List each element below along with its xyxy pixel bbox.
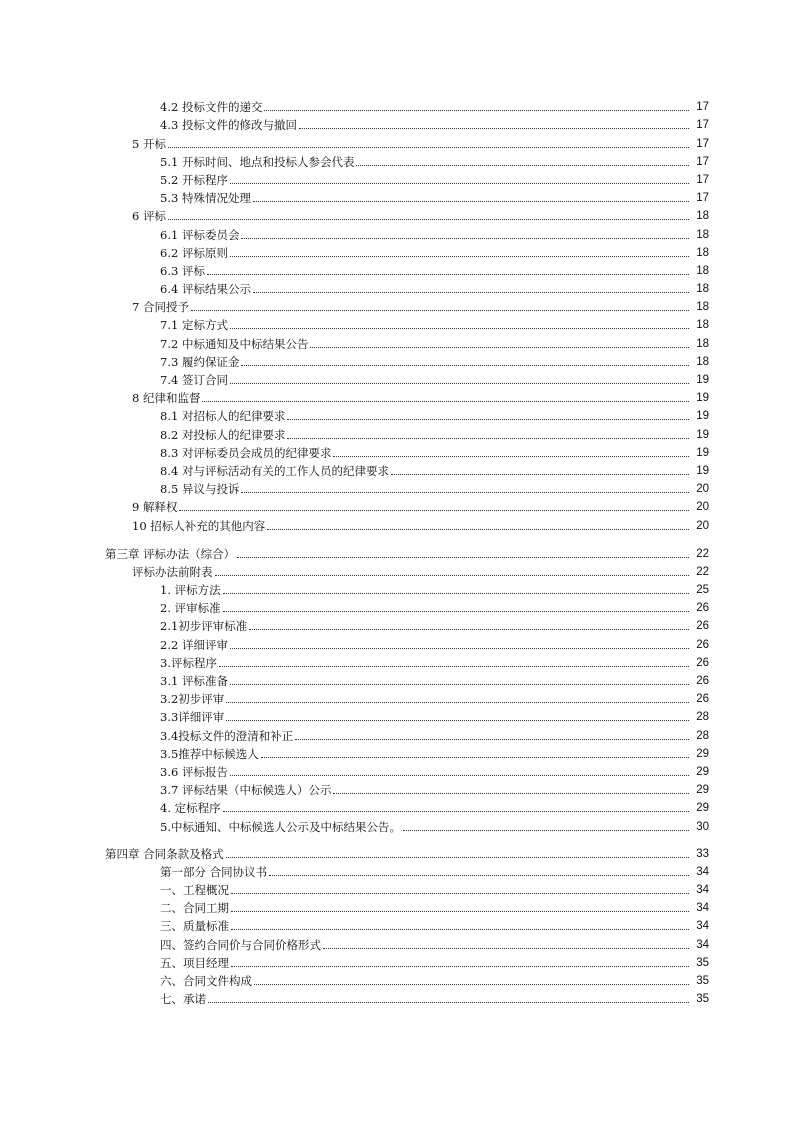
toc-entry[interactable] — [0, 114, 793, 132]
toc-entry[interactable] — [0, 688, 793, 706]
dot-leader — [230, 383, 689, 384]
dot-leader — [179, 510, 689, 511]
dot-leader — [295, 739, 689, 740]
toc-entry-label: 第三章 评标办法（综合） — [105, 546, 236, 561]
toc-entry-label: 8.5 异议与投诉 — [160, 482, 240, 497]
toc-entry[interactable] — [0, 205, 793, 223]
toc-entry-page-number: 19 — [696, 428, 709, 441]
dot-leader — [287, 438, 689, 439]
toc-entry-page-number: 29 — [696, 765, 709, 778]
toc-entry-page-number: 18 — [696, 283, 709, 296]
toc-entry-page-number: 19 — [696, 410, 709, 423]
dot-leader — [333, 793, 689, 794]
toc-entry[interactable] — [0, 442, 793, 460]
toc-entry-page-number: 19 — [696, 374, 709, 386]
toc-entry-label: 3.3详细评审 — [160, 710, 225, 725]
toc-entry[interactable] — [0, 260, 793, 278]
toc-entry[interactable] — [0, 96, 793, 114]
toc-entry-label: 3.1 评标准备 — [160, 674, 228, 688]
toc-entry-page-number: 29 — [696, 784, 709, 797]
toc-entry-label: 9 解释权 — [132, 500, 178, 515]
dot-leader — [391, 474, 689, 475]
toc-entry-page-number: 30 — [696, 820, 709, 833]
toc-entry-page-number: 20 — [696, 519, 709, 532]
toc-entry-label: 5.1 开标时间、地点和投标人参会代表 — [160, 154, 355, 169]
toc-entry[interactable] — [0, 633, 793, 651]
toc-entry[interactable] — [0, 897, 793, 915]
toc-entry-label: 6 评标 — [132, 209, 166, 224]
toc-entry-page-number: 18 — [696, 246, 709, 259]
toc-entry-label: 3.2初步评审 — [160, 692, 225, 707]
toc-entry-label: 评标办法前附表 — [132, 564, 213, 579]
toc-entry-page-number: 17 — [696, 155, 709, 168]
toc-entry-page-number: 35 — [696, 956, 709, 969]
toc-entry-page-number: 22 — [696, 547, 709, 560]
toc-entry-page-number: 18 — [696, 337, 709, 350]
toc-entry-label: 5.2 开标程序 — [160, 172, 228, 187]
toc-entry-label: 7.3 履约保证金 — [160, 354, 240, 369]
toc-entry[interactable] — [0, 242, 793, 260]
toc-entry-page-number: 29 — [696, 802, 709, 815]
toc-entry-page-number: 20 — [696, 501, 709, 514]
toc-entry-page-number: 17 — [696, 173, 709, 186]
dot-leader — [254, 984, 689, 985]
toc-entry-label: 2. 评审标准 — [160, 601, 221, 616]
dot-leader — [241, 238, 689, 239]
dot-leader — [168, 219, 689, 220]
toc-entry-label: 四、签约合同价与合同价格形式 — [160, 937, 321, 952]
dot-leader — [231, 893, 689, 894]
dot-leader — [253, 201, 689, 202]
toc-entry[interactable] — [0, 478, 793, 496]
toc-entry[interactable] — [0, 223, 793, 241]
toc-entry-label: 六、合同文件构成 — [160, 974, 252, 988]
dot-leader — [230, 256, 689, 257]
dot-leader — [231, 929, 689, 930]
toc-entry-label: 2.2 详细评审 — [160, 637, 228, 652]
toc-entry-page-number: 20 — [696, 483, 709, 496]
toc-entry-page-number: 26 — [696, 620, 709, 633]
toc-entry[interactable] — [0, 815, 793, 833]
dot-leader — [299, 128, 689, 129]
toc-entry-label: 7.2 中标通知及中标结果公告 — [160, 336, 309, 351]
dot-leader — [237, 557, 689, 558]
toc-entry[interactable] — [0, 579, 793, 597]
dot-leader — [230, 183, 689, 184]
toc-entry-label: 三、质量标准 — [160, 919, 229, 934]
toc-entry-page-number: 19 — [696, 464, 709, 477]
toc-entry-label: 一、工程概况 — [160, 883, 229, 898]
toc-entry[interactable] — [0, 278, 793, 296]
dot-leader — [219, 666, 689, 667]
dot-leader — [202, 401, 689, 402]
toc-entry[interactable] — [0, 597, 793, 615]
toc-entry[interactable] — [0, 387, 793, 405]
toc-entry[interactable] — [0, 933, 793, 951]
toc-entry[interactable] — [0, 423, 793, 441]
toc-entry[interactable] — [0, 670, 793, 688]
dot-leader — [226, 720, 689, 721]
toc-entry-page-number: 18 — [696, 210, 709, 223]
toc-entry[interactable] — [0, 496, 793, 514]
dot-leader — [264, 110, 689, 111]
toc-entry[interactable] — [0, 615, 793, 633]
dot-leader — [287, 419, 689, 420]
toc-entry-page-number: 18 — [696, 228, 709, 241]
dot-leader — [231, 911, 689, 912]
toc-entry[interactable] — [0, 314, 793, 332]
toc-entry[interactable] — [0, 187, 793, 205]
toc-entry[interactable] — [0, 652, 793, 670]
toc-entry-page-number: 19 — [696, 392, 709, 405]
toc-entry-label: 3.评标程序 — [160, 655, 217, 670]
dot-leader — [323, 948, 689, 949]
toc-entry[interactable] — [0, 706, 793, 724]
toc-entry-page-number: 18 — [696, 319, 709, 332]
toc-entry[interactable] — [0, 952, 793, 970]
dot-leader — [253, 292, 689, 293]
toc-entry[interactable] — [0, 332, 793, 350]
toc-entry-label: 3.5推荐中标候选人 — [160, 746, 259, 761]
dot-leader — [241, 365, 689, 366]
toc-entry-label: 7 合同授予 — [132, 300, 189, 315]
toc-entry-page-number: 34 — [696, 938, 709, 951]
dot-leader — [269, 875, 689, 876]
dot-leader — [230, 684, 689, 685]
toc-entry[interactable] — [0, 561, 793, 579]
toc-entry[interactable] — [0, 132, 793, 150]
toc-entry-page-number: 26 — [696, 602, 709, 615]
table-of-contents — [0, 96, 793, 1006]
toc-entry-label: 七、承诺 — [160, 992, 206, 1007]
toc-entry-page-number: 28 — [696, 729, 709, 742]
toc-entry[interactable] — [0, 988, 793, 1006]
toc-entry-label: 5.中标通知、中标候选人公示及中标结果公告。 — [160, 819, 401, 834]
toc-entry-label: 3.4投标文件的澄清和补正 — [160, 728, 294, 743]
toc-entry[interactable] — [0, 843, 793, 861]
toc-entry-page-number: 17 — [696, 192, 709, 205]
dot-leader — [231, 966, 689, 967]
toc-entry-label: 10 招标人补充的其他内容 — [132, 518, 266, 533]
toc-entry-page-number: 18 — [696, 301, 709, 314]
toc-entry[interactable] — [0, 169, 793, 187]
toc-entry-page-number: 28 — [696, 711, 709, 724]
toc-entry-label: 4.3 投标文件的修改与撤回 — [160, 118, 297, 133]
dot-leader — [223, 811, 689, 812]
toc-entry-label: 6.4 评标结果公示 — [160, 282, 251, 297]
dot-leader — [261, 757, 689, 758]
dot-leader — [168, 147, 689, 148]
toc-entry-page-number: 26 — [696, 675, 709, 687]
toc-entry-page-number: 34 — [696, 865, 709, 878]
dot-leader — [267, 529, 689, 530]
toc-entry-label: 7.4 签订合同 — [160, 373, 228, 387]
toc-entry-label: 6.2 评标原则 — [160, 245, 228, 260]
toc-entry[interactable] — [0, 405, 793, 423]
toc-entry[interactable] — [0, 369, 793, 387]
toc-entry-page-number: 22 — [696, 565, 709, 578]
toc-entry-label: 五、项目经理 — [160, 955, 229, 970]
toc-entry-page-number: 34 — [696, 902, 709, 915]
toc-entry-label: 8.4 对与评标活动有关的工作人员的纪律要求 — [160, 463, 389, 478]
toc-entry-page-number: 17 — [696, 137, 709, 150]
toc-entry-page-number: 35 — [696, 993, 709, 1006]
dot-leader — [226, 702, 689, 703]
dot-leader — [207, 274, 689, 275]
dot-leader — [249, 629, 689, 630]
toc-entry-page-number: 17 — [696, 101, 709, 114]
toc-entry-page-number: 25 — [696, 584, 709, 597]
toc-entry[interactable] — [0, 970, 793, 988]
toc-entry-page-number: 19 — [696, 446, 709, 459]
toc-entry-label: 7.1 定标方式 — [160, 318, 228, 333]
toc-entry-page-number: 18 — [696, 264, 709, 277]
toc-entry[interactable] — [0, 761, 793, 779]
toc-entry-label: 3.6 评标报告 — [160, 764, 228, 779]
toc-entry[interactable] — [0, 743, 793, 761]
toc-entry-page-number: 17 — [696, 119, 709, 132]
dot-leader — [226, 857, 689, 858]
dot-leader — [223, 611, 689, 612]
toc-entry-label: 第四章 合同条款及格式 — [105, 846, 224, 861]
toc-entry[interactable] — [0, 724, 793, 742]
toc-entry-label: 8.2 对投标人的纪律要求 — [160, 427, 286, 442]
toc-entry-page-number: 34 — [696, 884, 709, 897]
toc-entry-page-number: 29 — [696, 747, 709, 760]
toc-entry-label: 8.3 对评标委员会成员的纪律要求 — [160, 445, 332, 460]
toc-entry[interactable] — [0, 797, 793, 815]
toc-entry-page-number: 26 — [696, 693, 709, 706]
dot-leader — [230, 775, 689, 776]
toc-entry-label: 5 开标 — [132, 136, 166, 151]
dot-leader — [356, 165, 689, 166]
toc-entry[interactable] — [0, 779, 793, 797]
dot-leader — [223, 593, 689, 594]
toc-entry[interactable] — [0, 861, 793, 879]
toc-entry-label: 4. 定标程序 — [160, 801, 221, 816]
toc-entry[interactable] — [0, 296, 793, 314]
toc-entry-page-number: 26 — [696, 638, 709, 651]
toc-entry-label: 二、合同工期 — [160, 901, 229, 916]
toc-entry-page-number: 26 — [696, 656, 709, 669]
toc-entry-label: 4.2 投标文件的递交 — [160, 100, 263, 115]
toc-entry-label: 1. 评标方法 — [160, 583, 221, 598]
toc-entry-page-number: 34 — [696, 920, 709, 933]
toc-entry[interactable] — [0, 351, 793, 369]
dot-leader — [333, 456, 689, 457]
dot-leader — [403, 830, 689, 831]
toc-entry-page-number: 33 — [696, 847, 709, 860]
dot-leader — [215, 575, 690, 576]
toc-entry-label: 3.7 评标结果（中标候选人）公示 — [160, 783, 332, 798]
toc-entry-page-number: 18 — [696, 355, 709, 368]
toc-entry[interactable] — [0, 543, 793, 561]
dot-leader — [208, 1002, 689, 1003]
toc-entry[interactable] — [0, 151, 793, 169]
toc-entry-label: 2.1初步评审标准 — [160, 619, 248, 634]
toc-entry-label: 6.1 评标委员会 — [160, 227, 240, 242]
toc-entry-page-number: 35 — [696, 975, 709, 987]
toc-entry-label: 6.3 评标 — [160, 263, 205, 278]
toc-entry[interactable] — [0, 514, 793, 532]
toc-entry-label: 8 纪律和监督 — [132, 391, 201, 406]
dot-leader — [230, 328, 689, 329]
dot-leader — [191, 310, 689, 311]
toc-entry-label: 8.1 对招标人的纪律要求 — [160, 409, 286, 424]
toc-entry[interactable] — [0, 879, 793, 897]
dot-leader — [230, 648, 689, 649]
toc-entry[interactable] — [0, 915, 793, 933]
dot-leader — [310, 347, 689, 348]
toc-entry-label: 5.3 特殊情况处理 — [160, 191, 251, 206]
toc-entry[interactable] — [0, 460, 793, 478]
dot-leader — [241, 492, 689, 493]
toc-entry-label: 第一部分 合同协议书 — [160, 864, 268, 879]
